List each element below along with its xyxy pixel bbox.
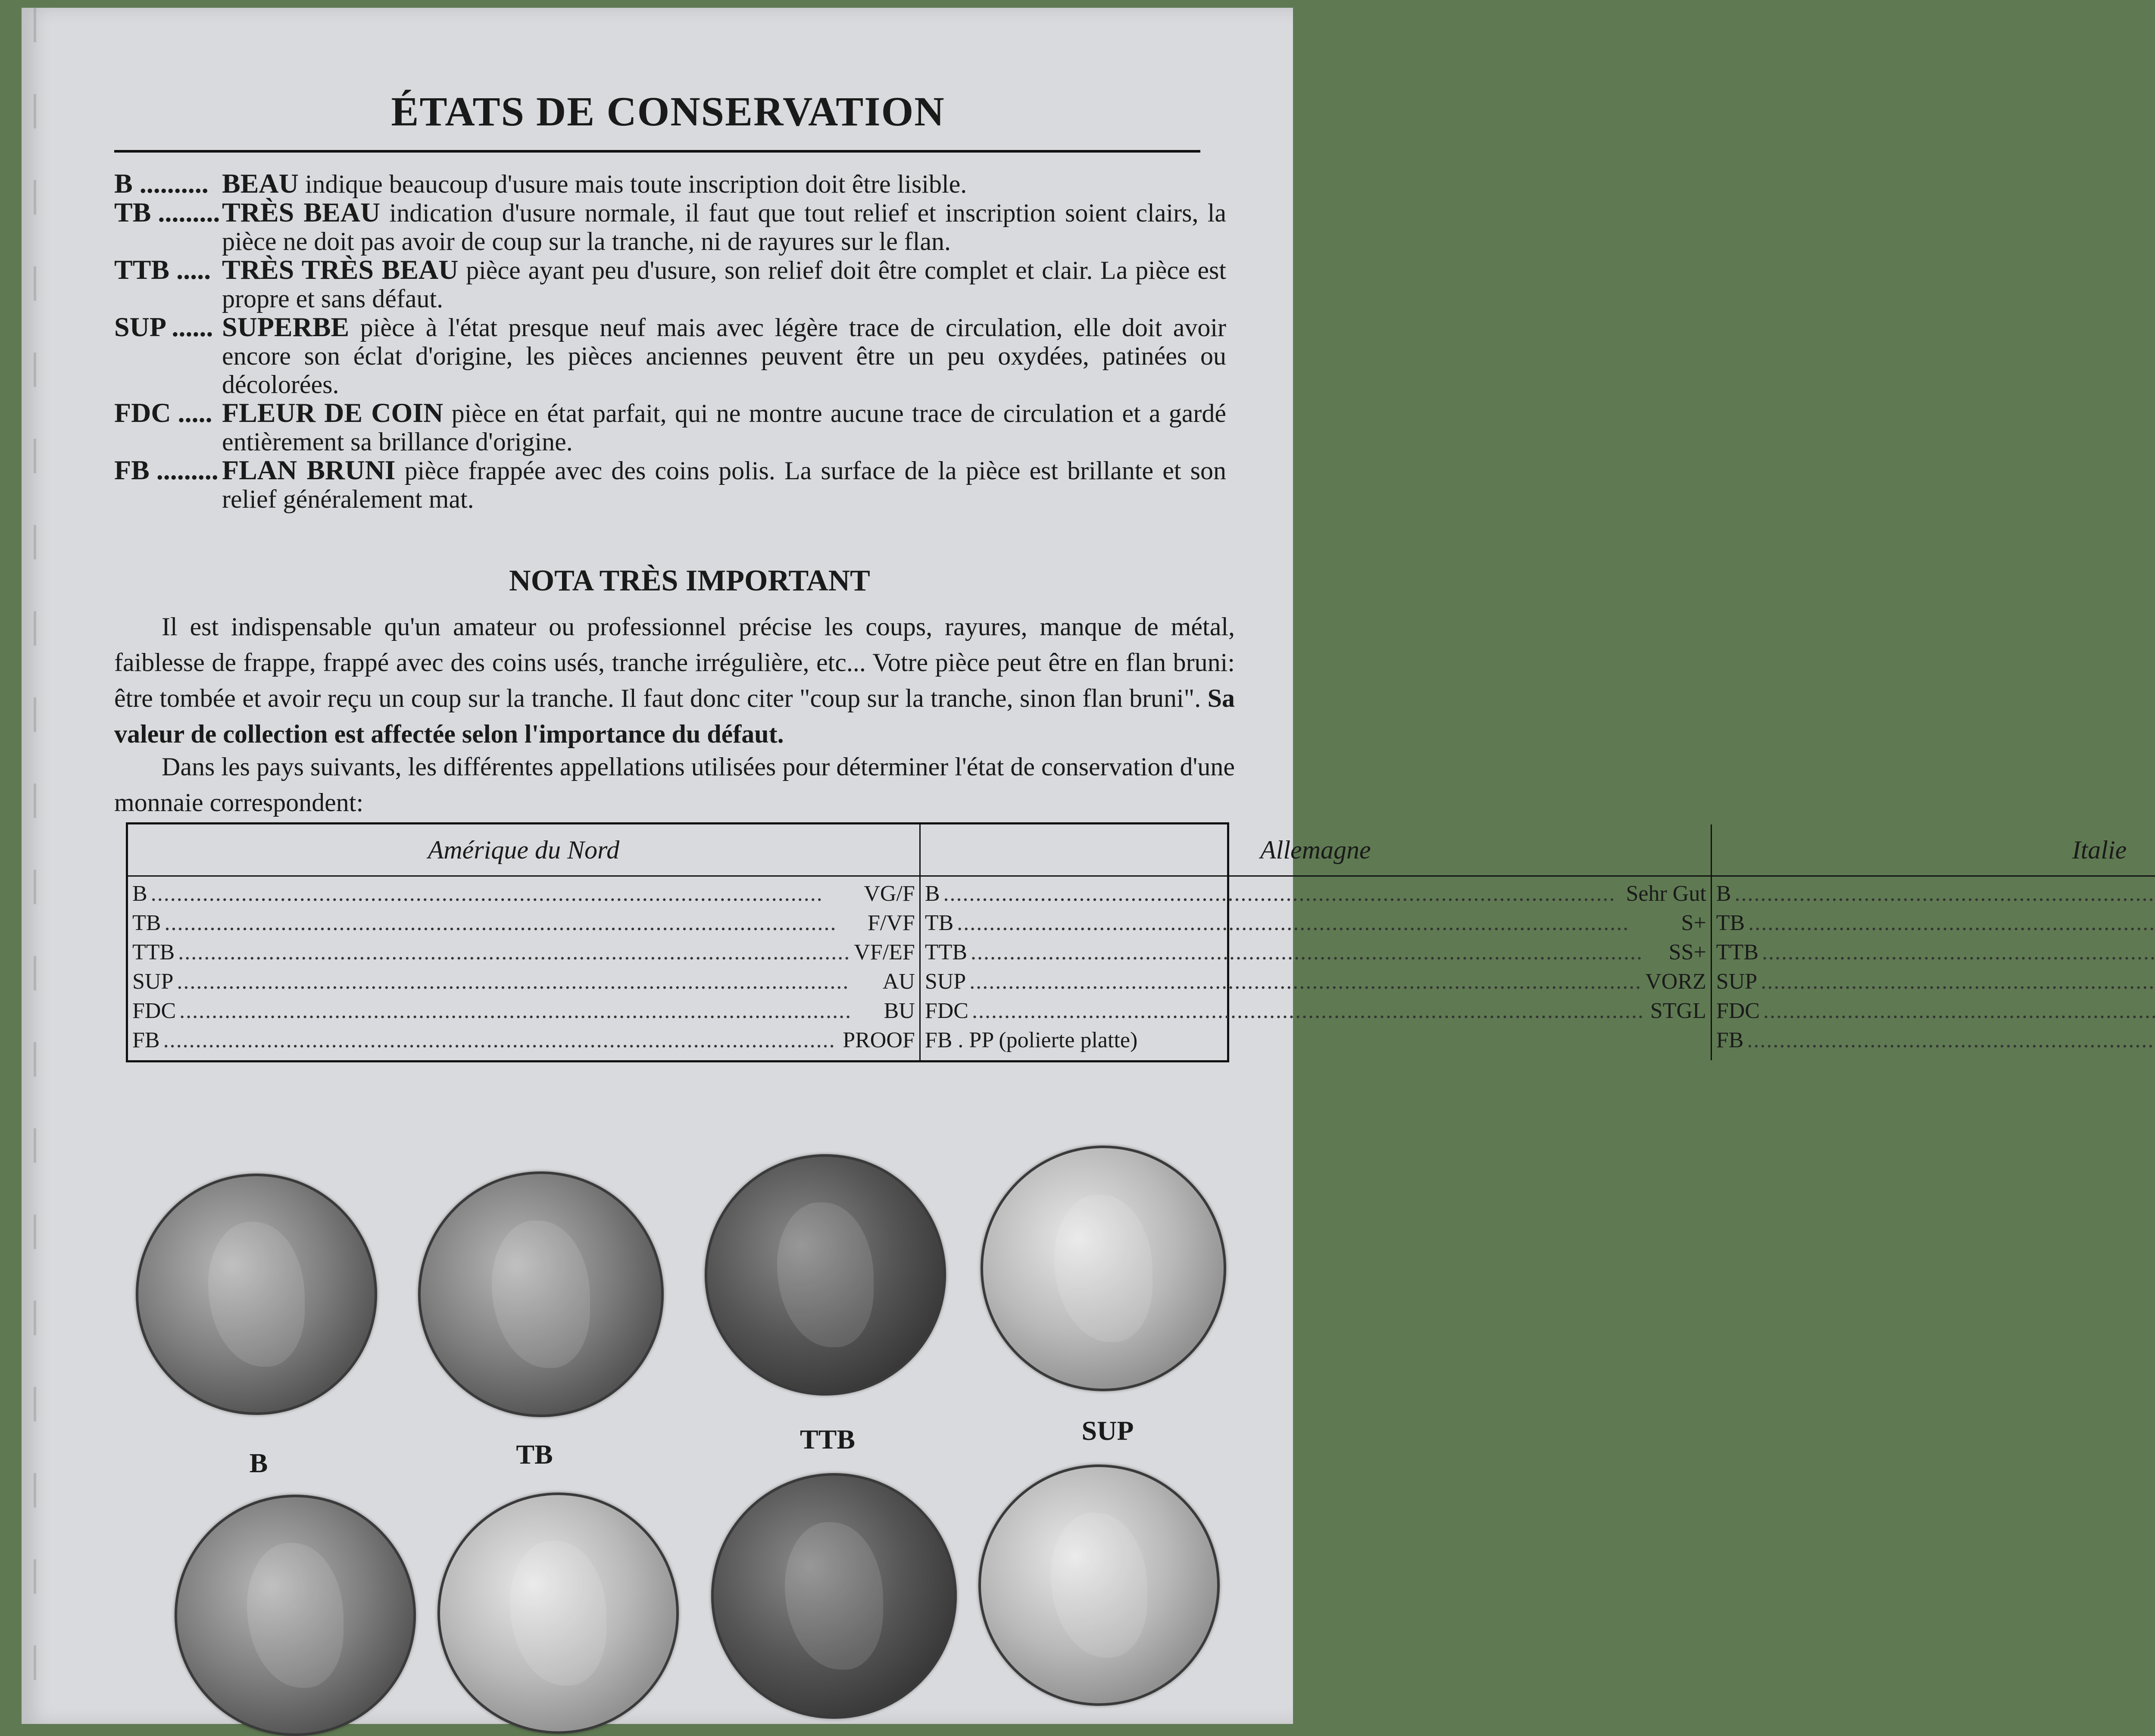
column-header: Amérique du Nord xyxy=(128,824,919,877)
coin-obverse-tb xyxy=(418,1171,664,1417)
table-row: B ..... Sehr Gut xyxy=(925,879,1706,909)
grade-code: FB ......... xyxy=(114,455,219,485)
grade-description: indique beaucoup d'usure mais toute inscription doit être lisible. xyxy=(298,170,967,198)
nota-heading: NOTA TRÈS IMPORTANT xyxy=(509,564,870,597)
grade-code: B .......... xyxy=(114,168,209,199)
table-row: SUP ..... AU xyxy=(132,967,915,996)
coin-reverse-b xyxy=(175,1495,416,1736)
grade-entry xyxy=(114,456,1235,513)
page-title: ÉTATS DE CONSERVATION xyxy=(391,88,945,134)
table-row: TTB ..... SS+ xyxy=(925,938,1706,967)
nota-text: Il est indispensable qu'un amateur ou professionnel précise les coups, rayures, manque de métal, faiblesse de frappe, frappé avec des coins usés, tranche irrégulière, etc... Votre pièce peut être en flan bruni: être tombée et avoir reçu un coup sur la tranche. Il faut donc citer "coup sur la tranche, sinon flan bruni". xyxy=(114,612,1235,712)
book-page xyxy=(22,8,2127,1724)
coin-obverse-sup xyxy=(981,1146,1226,1391)
grade-description: pièce à l'état presque neuf mais avec légère trace de circulation, elle doit avoir encore son éclat d'origine, les pièces anciennes peuvent être un peu oxydées, patinées ou décolorées. xyxy=(222,313,1226,399)
binding-stitches xyxy=(34,8,36,1724)
coin-reverse-tb xyxy=(437,1492,679,1734)
table-row: B ..... VG/F xyxy=(132,879,915,909)
grade-name: SUPERBE xyxy=(222,312,350,342)
coin-obverse-b xyxy=(136,1174,377,1415)
grade-description: pièce frappée avec des coins polis. La surface de la pièce est brillante et son relief généralement mat. xyxy=(222,456,1226,513)
grade-entry xyxy=(114,198,1235,256)
grade-entry xyxy=(114,169,1235,198)
title-rule xyxy=(114,150,1200,153)
grade-name: TRÈS BEAU xyxy=(222,197,381,228)
grade-entry xyxy=(114,256,1235,313)
grade-code: SUP ...... xyxy=(114,312,213,342)
coin-reverse-sup xyxy=(978,1464,1220,1706)
coin-label-sup: SUP xyxy=(1081,1415,1134,1446)
nota-bold-text: Sa valeur de collection est affectée selon l'importance du défaut. xyxy=(114,684,1235,748)
grade-code: TB ......... xyxy=(114,197,220,228)
column-header: Italie xyxy=(1712,824,2155,877)
grade-description: pièce ayant peu d'usure, son relief doit être complet et clair. La pièce est propre et sans défaut. xyxy=(222,256,1226,313)
grade-description: indication d'usure normale, il faut que tout relief et inscription soient clairs, la pièce ne doit pas avoir de coup sur la tranche, ni de rayures sur le flan. xyxy=(222,199,1226,256)
table-row: TB ..... F/VF xyxy=(132,909,915,938)
countries-paragraph: Dans les pays suivants, les différentes appellations utilisées pour déterminer l'état de conservation d'une monnaie correspondent: xyxy=(114,752,1235,817)
grade-code: FDC ..... xyxy=(114,397,212,428)
table-row: TTB ..... xyxy=(1716,938,2155,967)
table-column-germany xyxy=(919,824,1711,1060)
grade-name: FLAN BRUNI xyxy=(222,455,396,485)
table-row: SUP ..... VORZ xyxy=(925,967,1706,996)
coin-label-ttb: TTB xyxy=(800,1424,856,1455)
grade-code: TTB ..... xyxy=(114,254,211,285)
table-row: FDC ..... STGL xyxy=(925,996,1706,1026)
nota-paragraph xyxy=(114,609,1235,752)
table-row: TTB ..... VF/EF xyxy=(132,938,915,967)
grade-definitions xyxy=(114,169,1235,513)
grade-name: FLEUR DE COIN xyxy=(222,397,443,428)
column-header: Allemagne xyxy=(921,824,1711,877)
coin-obverse-ttb xyxy=(705,1154,946,1396)
table-row: SUP ..... xyxy=(1716,967,2155,996)
table-column-north-america xyxy=(128,824,919,1060)
grade-name: BEAU xyxy=(222,168,299,199)
coin-label-tb: TB xyxy=(516,1439,553,1470)
grade-name: TRÈS TRÈS BEAU xyxy=(222,254,459,285)
table-row: FDC ..... xyxy=(1716,996,2155,1026)
table-row: FB ..... PROOF xyxy=(132,1026,915,1055)
table-row: TB ..... S+ xyxy=(925,909,1706,938)
table-row: FB ..... xyxy=(1716,1026,2155,1055)
grade-entry xyxy=(114,399,1235,456)
grade-equivalence-table xyxy=(126,822,2127,1062)
table-row: FDC ..... BU xyxy=(132,996,915,1026)
grade-description: pièce en état parfait, qui ne montre aucune trace de circulation et a gardé entièrement sa brillance d'origine. xyxy=(222,399,1227,456)
coin-label-b: B xyxy=(249,1448,268,1478)
table-row: FB . PP (polierte platte) xyxy=(924,1028,1138,1052)
table-row: TB ..... xyxy=(1716,909,2155,938)
grade-entry xyxy=(114,313,1235,399)
table-column-italy xyxy=(1711,824,2155,1060)
table-row: B ..... xyxy=(1716,879,2155,909)
coin-reverse-ttb xyxy=(711,1473,957,1719)
